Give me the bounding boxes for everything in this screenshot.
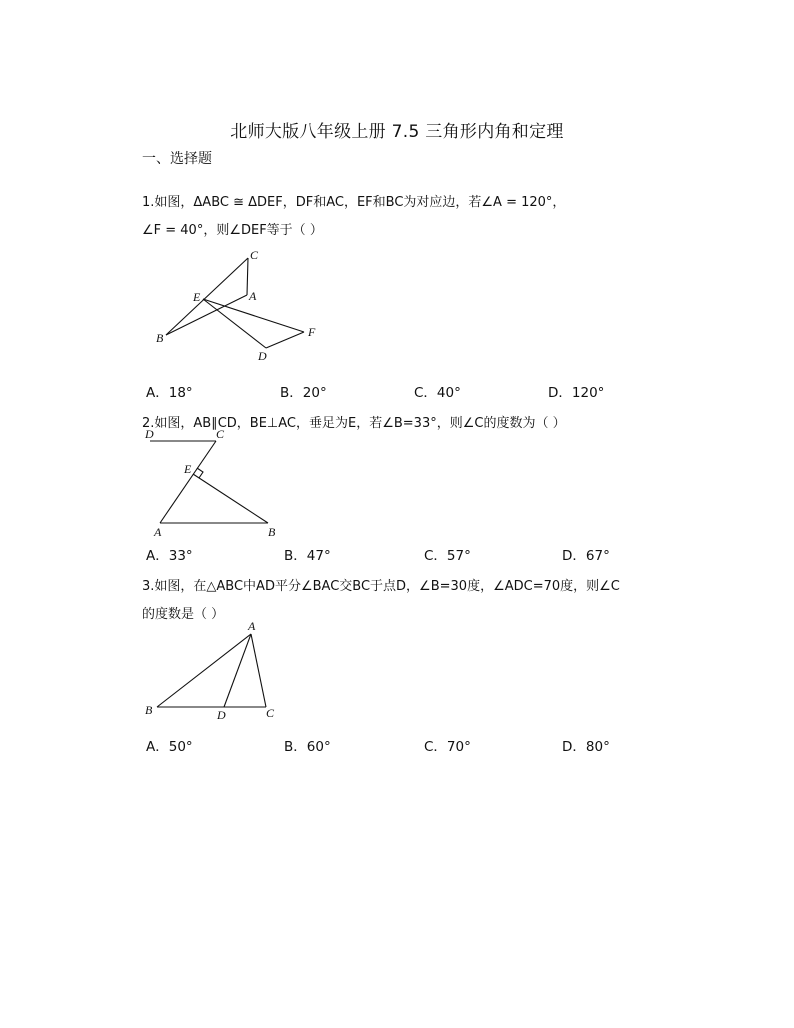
question-1-text-line-2: ∠F = 40°，则∠DEF等于（ ） [142, 223, 323, 238]
q1-label-E: E [193, 290, 201, 304]
q2-option-d: D．67° [562, 548, 610, 564]
q3-label-B: B [145, 703, 153, 717]
q1-label-D: D [258, 349, 267, 363]
q3-label-D: D [217, 708, 226, 722]
q2-label-C: C [216, 427, 225, 441]
q2-label-D: D [145, 427, 154, 441]
question-1-text-line-1: 1.如图，ΔABC ≅ ΔDEF，DF和AC，EF和BC为对应边，若∠A = 120°， [142, 195, 566, 210]
section-heading: 一、选择题 [142, 151, 212, 167]
q3-label-C: C [266, 706, 275, 720]
segment-AC [251, 634, 266, 707]
q3-option-c: C．70° [424, 739, 471, 755]
q1-label-A: A [249, 289, 257, 303]
q2-option-a: A．33° [146, 548, 193, 564]
q1-option-b: B．20° [280, 385, 327, 401]
q1-label-F: F [308, 325, 316, 339]
question-3-text-line-1: 3.如图，在△ABC中AD平分∠BAC交BC于点D，∠B=30度，∠ADC=70度，则∠C [142, 579, 620, 594]
q2-label-B: B [268, 525, 276, 539]
q1-label-C: C [250, 248, 259, 262]
q1-option-c: C．40° [414, 385, 461, 401]
q2-option-b: B．47° [284, 548, 331, 564]
q3-option-a: A．50° [146, 739, 193, 755]
q1-option-d: D．120° [548, 385, 605, 401]
q3-option-b: B．60° [284, 739, 331, 755]
segment-BA [157, 634, 251, 707]
q1-option-a: A．18° [146, 385, 193, 401]
q2-label-A: A [154, 525, 162, 539]
question-3-text-line-2: 的度数是（ ） [142, 607, 225, 622]
page-title: 北师大版八年级上册 7.5 三角形内角和定理 [230, 122, 564, 142]
q3-label-A: A [248, 619, 256, 633]
q3-option-d: D．80° [562, 739, 610, 755]
q1-label-B: B [156, 331, 164, 345]
q2-label-E: E [184, 462, 192, 476]
question-2-text: 2.如图，AB∥CD，BE⊥AC，垂足为E，若∠B=33°，则∠C的度数为（ ） [142, 416, 566, 431]
q2-option-c: C．57° [424, 548, 471, 564]
